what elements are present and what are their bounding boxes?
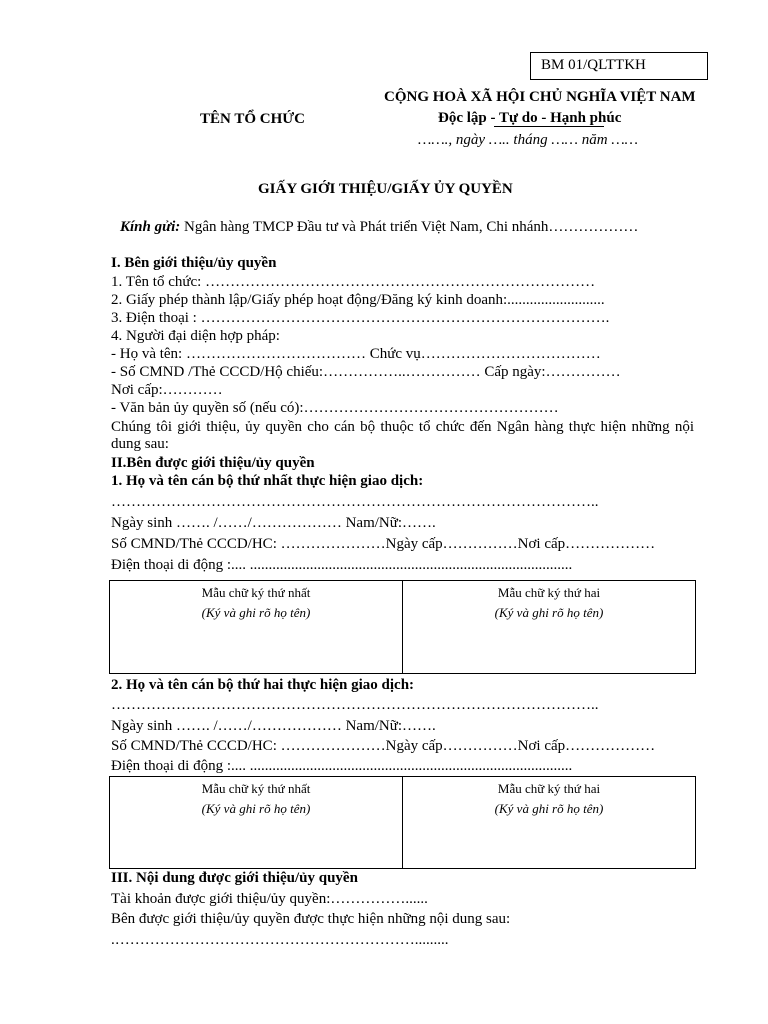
signature-title: Mẫu chữ ký thứ hai (497, 781, 601, 796)
page-title: GIẤY GIỚI THIỆU/GIẤY ỦY QUYỀN (258, 181, 513, 197)
officer-1-id-line: Số CMND/Thẻ CCCD/HC: …………………Ngày cấp……………Nơi cấp……………… (111, 536, 656, 552)
section-1-line: - Văn bản ủy quyền số (nếu có):…………………………………………… (111, 400, 559, 416)
signature-title: Mẫu chữ ký thứ nhất (201, 585, 311, 600)
addressee-line (120, 219, 638, 236)
signature-note: (Ký và ghi rõ họ tên) (494, 605, 604, 620)
form-code: BM 01/QLTTKH (541, 57, 646, 73)
officer-1-heading: 1. Họ và tên cán bộ thứ nhất thực hiện giao dịch: (111, 473, 424, 489)
officer-1-signature-box (109, 580, 696, 674)
section-1-line: Nơi cấp:………… (111, 382, 223, 398)
officer-2-id-line: Số CMND/Thẻ CCCD/HC: …………………Ngày cấp……………Nơi cấp……………… (111, 738, 656, 754)
section-1-line: 2. Giấy phép thành lập/Giấy phép hoạt động/Đăng ký kinh doanh:.......................... (111, 292, 605, 308)
officer-1-dob-line: Ngày sinh ……. /……/……………… Nam/Nữ:……. (111, 515, 436, 531)
org-name: TÊN TỔ CHỨC (200, 111, 306, 127)
country-name: CỘNG HOÀ XÃ HỘI CHỦ NGHĨA VIỆT NAM (384, 89, 696, 105)
signature-note: (Ký và ghi rõ họ tên) (201, 605, 311, 620)
signature-cell-first[interactable] (110, 777, 402, 868)
signature-note: (Ký và ghi rõ họ tên) (201, 801, 311, 816)
section-1-heading: I. Bên giới thiệu/ủy quyền (111, 255, 277, 271)
signature-cell-second[interactable] (402, 581, 695, 673)
section-3-line: Bên được giới thiệu/ủy quyền được thực hiện những nội dung sau: (111, 911, 511, 927)
officer-2-signature-box (109, 776, 696, 869)
section-1-line: 4. Người đại diện hợp pháp: (111, 328, 280, 344)
officer-1-phone-line: Điện thoại di động :.... ...................................................................................... (111, 557, 573, 573)
section-3-heading: III. Nội dung được giới thiệu/ủy quyền (111, 870, 358, 886)
section-1-line: - Họ và tên: ……………………………… Chức vụ……………………………… (111, 346, 601, 362)
date-line: ……., ngày ….. tháng …… năm …… (418, 132, 639, 148)
national-motto: Độc lập - Tự do - Hạnh phúc (438, 110, 622, 126)
section-1-intro: Chúng tôi giới thiệu, ủy quyền cho cán bộ thuộc tổ chức đến Ngân hàng thực hiện những nội dung sau: (111, 419, 694, 452)
addressee-text: Ngân hàng TMCP Đầu tư và Phát triển Việt Nam, Chi nhánh……………… (180, 219, 639, 235)
officer-2-heading: 2. Họ và tên cán bộ thứ hai thực hiện giao dịch: (111, 677, 415, 693)
signature-title: Mẫu chữ ký thứ hai (497, 585, 601, 600)
form-code-box (530, 52, 708, 80)
signature-cell-second[interactable] (402, 777, 695, 868)
section-3-line: .……………………………………………………......... (111, 932, 449, 948)
addressee-label: Kính gửi: (120, 219, 181, 235)
section-1-line: 1. Tên tổ chức: …………………………………………………………………… (111, 274, 596, 290)
signature-title: Mẫu chữ ký thứ nhất (201, 781, 311, 796)
signature-cell-first[interactable] (110, 581, 402, 673)
officer-1-name-line: …………………………………………………………………………………….. (111, 494, 599, 510)
section-1-line: - Số CMND /Thẻ CCCD/Hộ chiếu:……………..…………… Cấp ngày:…………… (111, 364, 621, 380)
officer-2-phone-line: Điện thoại di động :.... ...................................................................................... (111, 758, 573, 774)
officer-2-dob-line: Ngày sinh ……. /……/……………… Nam/Nữ:……. (111, 718, 436, 734)
motto-underline (494, 126, 604, 127)
signature-note: (Ký và ghi rõ họ tên) (494, 801, 604, 816)
section-1-line: 3. Điện thoại : ………………………………………………………………………. (111, 310, 610, 326)
section-2-heading: II.Bên được giới thiệu/ủy quyền (111, 455, 315, 471)
officer-2-name-line: …………………………………………………………………………………….. (111, 697, 599, 713)
section-3-line: Tài khoản được giới thiệu/ủy quyền:……………...... (111, 891, 428, 907)
